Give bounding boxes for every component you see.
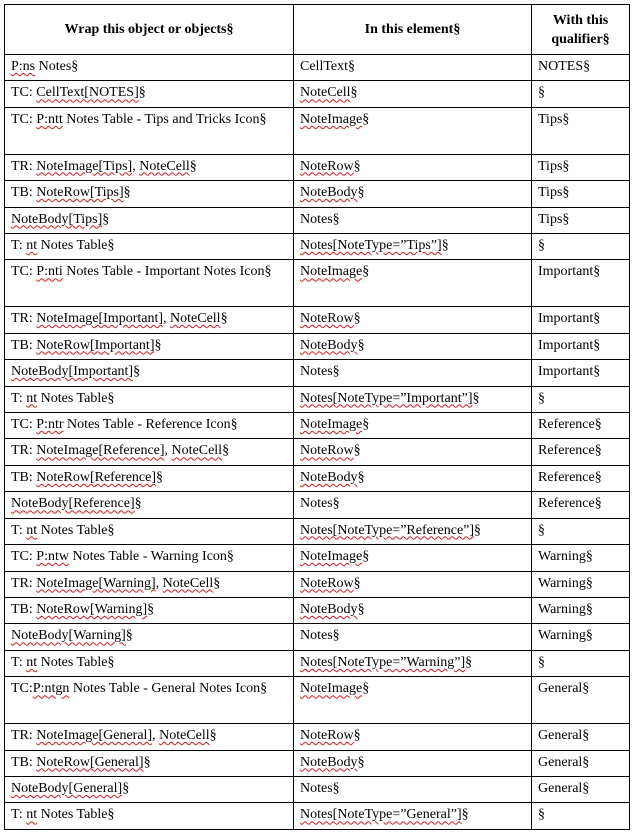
wrap-objects-cell (5, 233, 294, 259)
cell-text: § (357, 337, 365, 353)
cell-text: Notes§ (300, 496, 340, 512)
qualifier-cell (532, 750, 630, 776)
cell-text: Reference§ (538, 416, 602, 432)
cell-text: Important§ (538, 337, 601, 353)
table-row (5, 107, 630, 154)
wrap-objects-cell (5, 107, 294, 154)
cell-text: Notes Table - Tips and Tricks Icon§ (62, 111, 267, 127)
table-row (5, 545, 630, 571)
cell-text: Notes Table§ (37, 807, 115, 823)
qualifier-cell (532, 650, 630, 676)
element-cell (294, 154, 532, 180)
cell-text: , (132, 158, 140, 174)
table-row (5, 776, 630, 802)
element-cell (294, 81, 532, 107)
cell-text: TC: (11, 85, 37, 101)
wrap-objects-cell (5, 81, 294, 107)
cell-text: Notes Table - Important Notes Icon§ (62, 264, 272, 280)
cell-text: § (156, 469, 163, 485)
wrap-objects-cell (5, 55, 294, 81)
element-cell (294, 412, 532, 438)
element-cell (294, 233, 532, 259)
cell-text: Warning§ (538, 549, 593, 565)
cell-text: Important§ (538, 311, 601, 327)
cell-text: CellText§ (300, 59, 356, 74)
cell-text: Notes§ (300, 628, 340, 644)
spellcheck-underlined-text: NoteBody (300, 754, 358, 770)
cell-text: § (357, 469, 365, 485)
qualifier-cell (532, 333, 630, 359)
qualifier-cell (532, 677, 630, 724)
wrap-objects-cell (5, 571, 294, 597)
cell-text: TR: (11, 158, 37, 174)
qualifier-cell (532, 598, 630, 624)
qualifier-cell (532, 545, 630, 571)
cell-text: § (350, 85, 358, 101)
cell-text: Tips§ (538, 211, 570, 227)
cell-text: Important§ (538, 364, 601, 380)
element-cell (294, 181, 532, 207)
spellcheck-underlined-text: P:ntr (36, 416, 64, 432)
table-row (5, 724, 630, 750)
qualifier-cell (532, 81, 630, 107)
spellcheck-underlined-text: nt (26, 237, 38, 253)
cell-text: § (154, 337, 162, 353)
cell-text: T: (11, 807, 27, 823)
element-cell (294, 677, 532, 724)
cell-text: Reference§ (538, 443, 602, 459)
qualifier-cell (532, 724, 630, 750)
spellcheck-underlined-text: P:ntw (36, 549, 69, 565)
qualifier-cell (532, 412, 630, 438)
wrap-objects-cell (5, 518, 294, 544)
cell-text: , (164, 443, 172, 459)
cell-text: Reference§ (538, 496, 602, 512)
cell-text: § (134, 496, 142, 512)
wrap-objects-cell (5, 650, 294, 676)
spellcheck-underlined-text: NoteImage[Important] (36, 311, 164, 327)
cell-text: TB: (11, 185, 37, 201)
table-row (5, 333, 630, 359)
qualifier-cell (532, 233, 630, 259)
qualifier-cell (532, 307, 630, 333)
element-cell (294, 465, 532, 491)
spellcheck-underlined-text: Notes[NoteType=”Tips”] (300, 237, 442, 253)
cell-text: § (222, 443, 230, 459)
table-row (5, 360, 630, 386)
wrap-objects-cell (5, 750, 294, 776)
qualifier-cell (532, 260, 630, 307)
wrap-objects-cell (5, 333, 294, 359)
spellcheck-underlined-text: NoteBody[Warning] (11, 628, 126, 644)
cell-text: TR: (11, 311, 37, 327)
qualifier-cell (532, 776, 630, 802)
cell-text: General§ (538, 780, 590, 796)
wrap-objects-cell (5, 492, 294, 518)
element-cell (294, 260, 532, 307)
cell-text: § (441, 237, 449, 253)
spellcheck-underlined-text: P:ns (11, 59, 36, 74)
table-row (5, 650, 630, 676)
spellcheck-underlined-text: NoteCell (162, 575, 214, 591)
table-row (5, 386, 630, 412)
spellcheck-underlined-text: NoteImage[Tips] (36, 158, 133, 174)
qualifier-cell (532, 55, 630, 81)
spellcheck-underlined-text: NoteRow (300, 158, 354, 174)
element-cell (294, 776, 532, 802)
qualifier-cell (532, 439, 630, 465)
cell-text: General§ (538, 728, 590, 744)
table-row (5, 598, 630, 624)
table-row (5, 207, 630, 233)
cell-text: T: (11, 390, 27, 406)
wrap-objects-cell (5, 724, 294, 750)
qualifier-cell (532, 181, 630, 207)
cell-text: § (353, 728, 361, 744)
cell-text: § (125, 628, 133, 644)
cell-text: § (538, 522, 545, 538)
element-cell (294, 598, 532, 624)
table-row (5, 55, 630, 81)
cell-text: § (133, 364, 141, 380)
header-in-element: In this element§ (294, 5, 532, 55)
cell-text: § (143, 754, 151, 770)
cell-text: TC: (11, 264, 37, 280)
qualifier-cell (532, 518, 630, 544)
qualifier-cell (532, 154, 630, 180)
element-cell (294, 518, 532, 544)
cell-text: § (353, 575, 361, 591)
header-wrap-objects: Wrap this object or objects§ (5, 5, 294, 55)
wrap-objects-cell (5, 386, 294, 412)
wrap-objects-cell (5, 360, 294, 386)
cell-text: § (209, 728, 217, 744)
qualifier-cell (532, 571, 630, 597)
wrap-objects-cell (5, 307, 294, 333)
cell-text: TR: (11, 575, 37, 591)
cell-text: TC: (11, 416, 37, 432)
element-cell (294, 803, 532, 830)
cell-text: Tips§ (538, 185, 570, 201)
element-cell (294, 439, 532, 465)
table-row (5, 307, 630, 333)
element-cell (294, 333, 532, 359)
cell-text: TR: (11, 728, 37, 744)
cell-text: § (362, 681, 370, 697)
element-cell (294, 750, 532, 776)
cell-text: Tips§ (538, 158, 570, 174)
element-cell (294, 207, 532, 233)
qualifier-cell (532, 386, 630, 412)
wrap-objects-cell (5, 545, 294, 571)
wrap-objects-cell (5, 412, 294, 438)
cell-text: § (123, 185, 131, 201)
cell-text: § (461, 807, 469, 823)
element-cell (294, 492, 532, 518)
table-row (5, 81, 630, 107)
table-row (5, 154, 630, 180)
element-cell (294, 307, 532, 333)
element-cell (294, 386, 532, 412)
cell-text: § (353, 311, 361, 327)
cell-text: § (213, 575, 221, 591)
cell-text: § (138, 85, 146, 101)
cell-text: Notes§ (35, 59, 79, 74)
cell-text: Notes§ (300, 364, 340, 380)
cell-text: Tips§ (538, 111, 570, 127)
wrap-objects-cell (5, 439, 294, 465)
cell-text: § (220, 311, 228, 327)
qualifier-cell (532, 207, 630, 233)
spellcheck-underlined-text: NoteRow[Reference] (36, 469, 156, 485)
cell-text: TR: (11, 443, 37, 459)
cell-text: § (189, 158, 197, 174)
cell-text: Notes§ (300, 211, 340, 227)
element-cell (294, 360, 532, 386)
cell-text: TB: (11, 754, 37, 770)
cell-text: § (362, 549, 370, 565)
cell-text: Warning§ (538, 575, 593, 591)
cell-text: TC: (11, 549, 37, 565)
cell-text: § (353, 443, 361, 459)
wrap-objects-cell (5, 776, 294, 802)
cell-text: T: (11, 522, 27, 538)
cell-text: Notes Table§ (37, 390, 115, 406)
cell-text: TC: (11, 681, 33, 697)
wrap-objects-cell (5, 260, 294, 307)
cell-text: § (362, 111, 370, 127)
cell-text: Reference§ (538, 469, 602, 485)
wrap-objects-cell (5, 803, 294, 830)
cell-text: § (122, 780, 130, 796)
spellcheck-underlined-text: NoteCell (300, 85, 351, 101)
spellcheck-underlined-text: nt (26, 654, 38, 670)
spellcheck-underlined-text: NoteCell (139, 158, 190, 174)
qualifier-cell (532, 107, 630, 154)
cell-text: § (357, 185, 365, 201)
element-cell (294, 55, 532, 81)
spellcheck-underlined-text: NoteImage (300, 681, 363, 697)
table-row (5, 412, 630, 438)
header-row (5, 5, 630, 55)
qualifier-cell (532, 465, 630, 491)
spellcheck-underlined-text: P:ntgn (32, 681, 70, 697)
wrap-objects-cell (5, 207, 294, 233)
spellcheck-underlined-text: NoteCell (171, 443, 223, 459)
element-cell (294, 650, 532, 676)
table-body (5, 55, 630, 830)
spellcheck-underlined-text: Notes[NoteType=”Important”] (300, 390, 473, 406)
cell-text: § (362, 264, 370, 280)
wrap-objects-cell (5, 624, 294, 650)
cell-text: § (474, 522, 482, 538)
qualifier-cell (532, 492, 630, 518)
spellcheck-underlined-text: NoteBody[Tips] (11, 211, 103, 227)
cell-text: § (472, 390, 480, 406)
table-row (5, 492, 630, 518)
wrap-objects-cell (5, 598, 294, 624)
spellcheck-underlined-text: NoteBody (300, 469, 358, 485)
cell-text: TB: (11, 469, 37, 485)
spellcheck-underlined-text: NoteBody[General] (11, 780, 123, 796)
spellcheck-underlined-text: nt (26, 522, 38, 538)
spellcheck-underlined-text: NoteImage[General] (36, 728, 153, 744)
cell-text: Warning§ (538, 602, 593, 617)
cell-text: § (538, 237, 545, 253)
cell-text: Notes§ (300, 780, 340, 796)
spellcheck-underlined-text: NoteImage[Warning] (36, 575, 156, 591)
spellcheck-underlined-text: NoteRow[General] (36, 754, 144, 770)
spellcheck-underlined-text: NoteImage (300, 111, 363, 127)
spellcheck-underlined-text: NoteImage (300, 264, 363, 280)
qualifier-cell (532, 803, 630, 830)
cell-text: TB: (11, 337, 37, 353)
spellcheck-underlined-text: NoteRow (300, 311, 354, 327)
cell-text: § (538, 390, 545, 406)
spellcheck-underlined-text: Notes[NoteType=”Reference”] (300, 522, 475, 538)
spellcheck-underlined-text: P:ntt (36, 111, 63, 127)
cell-text: § (357, 754, 365, 770)
wrap-objects-cell (5, 465, 294, 491)
spellcheck-underlined-text: CellText[NOTES] (36, 85, 139, 101)
element-cell (294, 571, 532, 597)
table-row (5, 571, 630, 597)
cell-text: § (102, 211, 110, 227)
wrap-objects-cell (5, 181, 294, 207)
spellcheck-underlined-text: NoteCell (159, 728, 210, 744)
cell-text: Notes Table - Warning Icon§ (68, 549, 234, 565)
cell-text: Notes Table - General Notes Icon§ (69, 681, 268, 697)
header-qualifier: With this qualifier§ (532, 5, 630, 55)
cell-text: § (538, 654, 545, 670)
cell-text: § (362, 416, 370, 432)
cell-text: Warning§ (538, 628, 593, 644)
spellcheck-underlined-text: NoteImage[Reference] (36, 443, 165, 459)
spellcheck-underlined-text: NoteBody (300, 185, 358, 201)
wrap-objects-cell (5, 677, 294, 724)
element-cell (294, 624, 532, 650)
cell-text: § (353, 158, 361, 174)
spellcheck-underlined-text: NoteRow[Warning] (36, 602, 148, 617)
spellcheck-underlined-text: NoteRow[Tips] (36, 185, 124, 201)
table-row (5, 750, 630, 776)
qualifier-cell (532, 624, 630, 650)
wrap-objects-cell (5, 154, 294, 180)
cell-text: , (155, 575, 163, 591)
table-row (5, 439, 630, 465)
spellcheck-underlined-text: nt (26, 807, 38, 823)
cell-text: , (152, 728, 160, 744)
spellcheck-underlined-text: Notes[NoteType=”Warning”] (300, 654, 466, 670)
cell-text: T: (11, 654, 27, 670)
cell-text: General§ (538, 681, 590, 697)
spellcheck-underlined-text: NoteBody[Important] (11, 364, 134, 380)
cell-text: TC: (11, 111, 37, 127)
table-row (5, 181, 630, 207)
spellcheck-underlined-text: NoteRow (300, 443, 354, 459)
spellcheck-underlined-text: NoteRow (300, 728, 354, 744)
table-row (5, 465, 630, 491)
qualifier-cell (532, 360, 630, 386)
spellcheck-underlined-text: NoteBody (300, 337, 358, 353)
spellcheck-underlined-text: NoteBody (300, 602, 358, 617)
cell-text: § (147, 602, 155, 617)
spellcheck-underlined-text: nt (26, 390, 38, 406)
spellcheck-underlined-text: NoteCell (170, 311, 221, 327)
spellcheck-underlined-text: Notes[NoteType=”General”] (300, 807, 462, 823)
cell-text: Notes Table§ (37, 654, 115, 670)
spellcheck-underlined-text: NoteImage (300, 416, 363, 432)
spellcheck-underlined-text: NoteRow (300, 575, 354, 591)
element-cell (294, 545, 532, 571)
table-row (5, 803, 630, 830)
cell-text: Notes Table§ (37, 522, 115, 538)
cell-text: § (538, 85, 545, 101)
element-cell (294, 107, 532, 154)
cell-text: § (465, 654, 473, 670)
cell-text: T: (11, 237, 27, 253)
cell-text: § (357, 602, 365, 617)
cell-text: § (538, 807, 545, 823)
spellcheck-underlined-text: P:nti (36, 264, 63, 280)
table-row (5, 624, 630, 650)
cell-text: TB: (11, 602, 37, 617)
wrap-rules-table (4, 4, 630, 830)
table-row (5, 677, 630, 724)
cell-text: Notes Table - Reference Icon§ (63, 416, 238, 432)
cell-text: General§ (538, 754, 590, 770)
cell-text: , (163, 311, 171, 327)
element-cell (294, 724, 532, 750)
spellcheck-underlined-text: NoteImage (300, 549, 363, 565)
cell-text: Notes Table§ (37, 237, 115, 253)
cell-text: NOTES§ (538, 59, 591, 74)
spellcheck-underlined-text: NoteRow[Important] (36, 337, 155, 353)
table-row (5, 260, 630, 307)
table-row (5, 518, 630, 544)
cell-text: Important§ (538, 264, 601, 280)
spellcheck-underlined-text: NoteBody[Reference] (11, 496, 135, 512)
table-row (5, 233, 630, 259)
